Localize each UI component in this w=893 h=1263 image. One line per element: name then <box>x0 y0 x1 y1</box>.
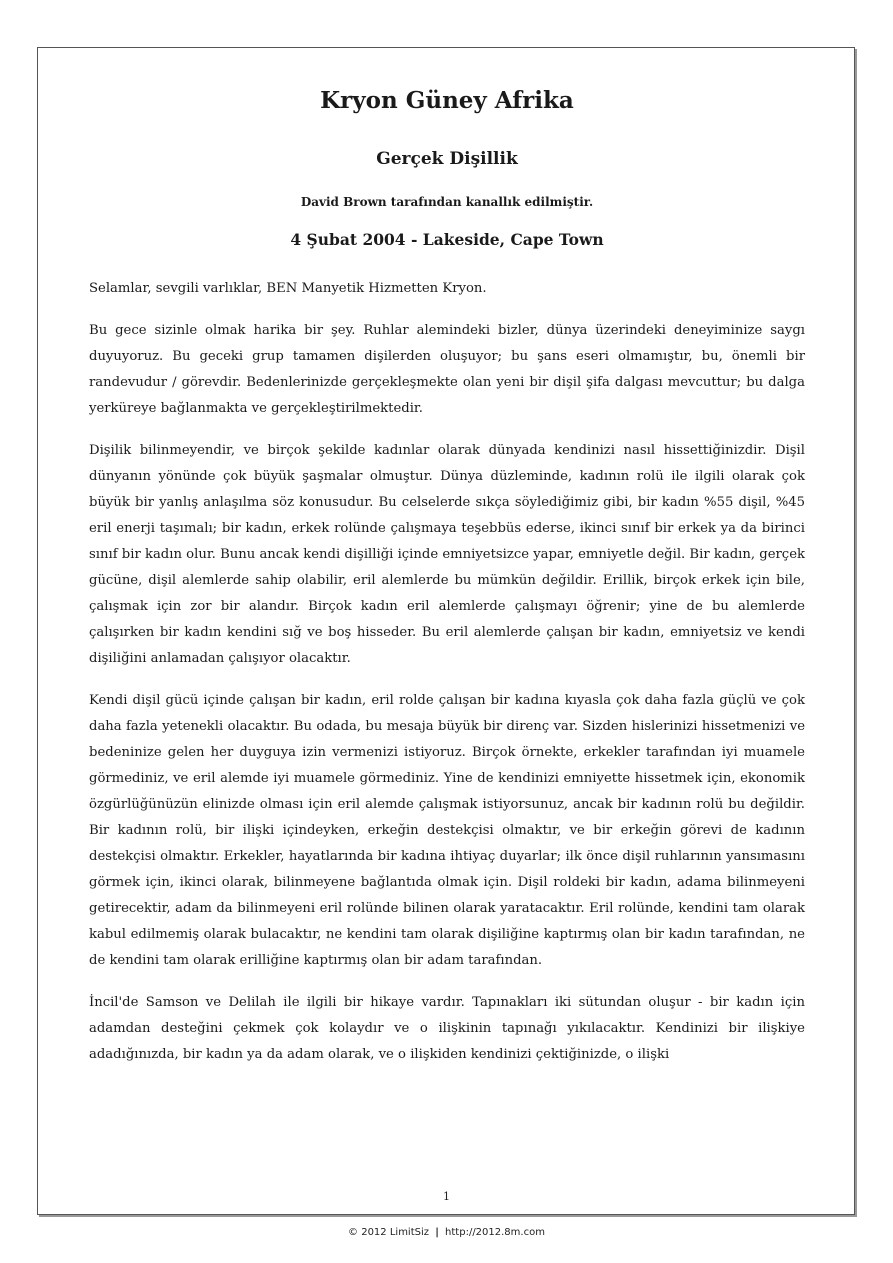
paragraph: Bu gece sizinle olmak harika bir şey. Ruhlar alemindeki bizler, dünya üzerindeki deneyiminize saygı duyuyoruz. Bu geceki grup tamamen dişilerden oluşuyor; bu şans eseri olmamıştır, bu, önemli bir randevudur / görevdir. Bedenlerinizde gerçekleşmekte olan yeni bir dişil şifa dalgası mevcuttur; bu dalga yerküreye bağlanmakta ve gerçekleştirilmektedir. <box>89 323 805 416</box>
page-footer <box>0 1227 893 1238</box>
page-number: 1 <box>443 1190 450 1203</box>
document-title: Kryon Güney Afrika <box>320 87 574 114</box>
document-byline: David Brown tarafından kanallık edilmiştir. <box>300 195 594 209</box>
paragraph: Dişilik bilinmeyendir, ve birçok şekilde kadınlar olarak dünyada kendinizi nasıl hissettiğinizdir. Dişil dünyanın yönünde çok büyük şaşmalar olmuştur. Dünya düzleminde, kadının rolü ile ilgili olarak çok büyük bir yanlış anlaşılma söz konusudur. Bu celselerde sıkça söylediğimiz gibi, bir kadın %55 dişil, %45 eril enerji taşımalı; bir kadın, erkek rolünde çalışmaya teşebbüs ederse, ikinci sınıf bir erkek ya da birinci sınıf bir kadın olur. Bunu ancak kendi dişilliği içinde emniyetsizce yapar, emniyetle değil. Bir kadın, gerçek gücüne, dişil alemlerde sahip olabilir, eril alemlerde bu mümkün değildir. Erillik, birçok erkek için bile, çalışmak için zor bir alandır. Birçok kadın eril alemlerde çalışmayı öğrenir; yine de bu alemlerde çalışırken bir kadın kendini sığ ve boş hisseder. Bu eril alemlerde çalışan bir kadın, emniyetsiz ve kendi dişiliğini anlamadan çalışıyor olacaktır. <box>89 443 805 666</box>
document-dateline: 4 Şubat 2004 - Lakeside, Cape Town <box>290 230 604 249</box>
paragraph-greeting: Selamlar, sevgili varlıklar, BEN Manyetik Hizmetten Kryon. <box>89 281 487 296</box>
paragraph: Kendi dişil gücü içinde çalışan bir kadın, eril rolde çalışan bir kadına kıyasla çok daha fazla güçlü ve çok daha fazla yetenekli olacaktır. Bu odada, bu mesaja büyük bir direnç var. Sizden hislerinizi hissetmenizi ve bedeninize gelen her duyguya izin vermenizi istiyoruz. Birçok örnekte, erkekler tarafından iyi muamele görmediniz, ve eril alemde iyi muamele görmediniz. Yine de kendinizi emniyette hissetmek için, ekonomik özgürlüğünüzün elinizde olması için eril alemde çalışmak istiyorsunuz, ancak bir kadının rolü bu değildir. Bir kadının rolü, bir ilişki içindeyken, erkeğin destekçisi olmaktır, ve bir erkeğin görevi de kadının destekçisi olmaktır. Erkekler, hayatlarında bir kadına ihtiyaç duyarlar; ilk önce dişil ruhlarının yansımasını görmek için, ikinci olarak, bilinmeyene bağlantıda olmak için. Dişil roldeki bir kadın, adama bilinmeyeni getirecektir, adam da bilinmeyeni eril rolünde bilinen olarak yaratacaktır. Eril rolünde, kendini tam olarak kabul edilmemiş olarak bulacaktır, ne kendini tam olarak dişiliğine kaptırmış olan bir kadın tarafından, ne de kendini tam olarak erilliğine kaptırmış olan bir adam tarafından. <box>89 693 805 968</box>
document-subtitle: Gerçek Dişillik <box>376 149 518 169</box>
footer-url-link[interactable]: http://2012.8m.com <box>445 1227 545 1238</box>
paragraph: İncil'de Samson ve Delilah ile ilgili bir hikaye vardır. Tapınakları iki sütundan oluşur - bir kadın için adamdan desteğini çekmek çok kolaydır ve o ilişkinin tapınağı yıkılacaktır. Kendinizi bir ilişkiye adadığınızda, bir kadın ya da adam olarak, ve o ilişkiden kendinizi çektiğinizde, o ilişki <box>89 995 805 1062</box>
document-body <box>89 80 805 1068</box>
footer-separator: | <box>435 1227 439 1238</box>
footer-copyright: © 2012 LimitSiz <box>348 1227 430 1238</box>
